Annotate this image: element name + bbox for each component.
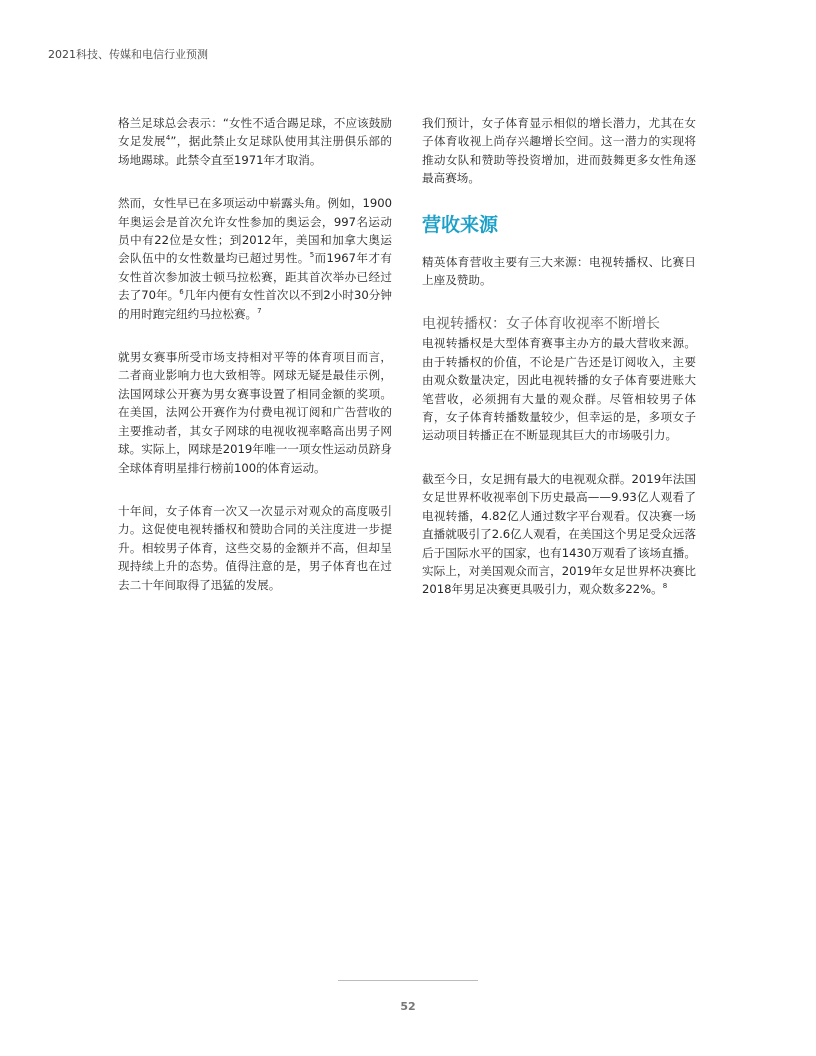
paragraph: 电视转播权是大型体育赛事主办方的最大营收来源。由于转播权的价值，不论是广告还是订阅收入，主要由观众数量决定，因此电视转播的女子体育要进账大笔营收，必须拥有大量的观众群。尽管相较男子体育，女子体育转播数量较少，但幸运的是，多项女子运动项目转播正在不断显现其巨大的市场吸引力。 (422, 336, 696, 443)
section-heading: 营收来源 (422, 213, 499, 236)
paragraph: 我们预计，女子体育显示相似的增长潜力，尤其在女子体育收视上尚存兴趣增长空间。这一潜力的实现将推动女队和赞助等投资增加，进而鼓舞更多女性角逐最高赛场。 (422, 116, 696, 186)
footnote-ref: 6 (179, 288, 184, 297)
footnote-ref: 5 (309, 251, 315, 260)
subsection-heading: 电视转播权：女子体育收视率不断增长 (422, 316, 660, 333)
paragraph: 就男女赛事所受市场支持相对平等的体育项目而言，二者商业影响力也大致相等。网球无疑是最佳示例，法国网球公开赛为男女赛事设置了相同金额的奖项。在美国，法网公开赛作为付费电视订阅和广告营收的主要推动者，其女子网球的电视收视率略高出男子网球。实际上，网球是2019年唯一一项女性运动员跻身全球体育明星排行榜前100的体育运动。 (118, 350, 392, 475)
footer-divider (338, 980, 478, 981)
paragraph: 格兰足球总会表示：“女性不适合踢足球，不应该鼓励女足发展$^4$”，据此禁止女足球队使用其注册俱乐部的场地踢球。此禁令直至1971年才取消。 (118, 116, 392, 167)
paragraph: 精英体育营收主要有三大来源：电视转播权、比赛日上座及赞助。 (422, 254, 696, 288)
footnote-ref: 4 (165, 134, 171, 143)
paragraph: 然而，女性早已在多项运动中崭露头角。例如，1900年奥运会是首次允许女性参加的奥运会，997名运动员中有22位是女性；到2012年，美国和加拿大奥运会队伍中的女性数量均已超过男性。$^5$而1967年才有女性首次参加波士顿马拉松赛，距其首次举办已经过去了70年。$^6$几年内便有女性首次以不到2小时30分钟的用时跑完纽约马拉松赛。$^7$ (118, 196, 392, 321)
paragraph: 截至今日，女足拥有最大的电视观众群。2019年法国女足世界杯收视率创下历史最高——9.93亿人观看了电视转播，4.82亿人通过数字平台观看。仅决赛一场直播就吸引了2.6亿人观看，在美国这个男足受众远落后于国际水平的国家，也有1430万观看了该场直播。实际上，对美国观众而言，2019年女足世界杯决赛比2018年男足决赛更具吸引力，观众数多22%。$^8$ (422, 471, 696, 597)
page-number: 52 (400, 1000, 416, 1013)
right-column (422, 114, 696, 624)
footnote-ref: 8 (662, 582, 668, 591)
paragraph: 十年间，女子体育一次又一次显示对观众的高度吸引力。这促使电视转播权和赞助合同的关注度进一步提升。相较男子体育，这些交易的金额并不高，但却呈现持续上升的态势。值得注意的是，男子体育也在过去二十年间取得了迅猛的发展。 (118, 503, 392, 592)
running-header: 2021科技、传媒和电信行业预测 (48, 48, 208, 61)
left-column (118, 114, 392, 619)
footnote-ref: 7 (257, 306, 262, 315)
